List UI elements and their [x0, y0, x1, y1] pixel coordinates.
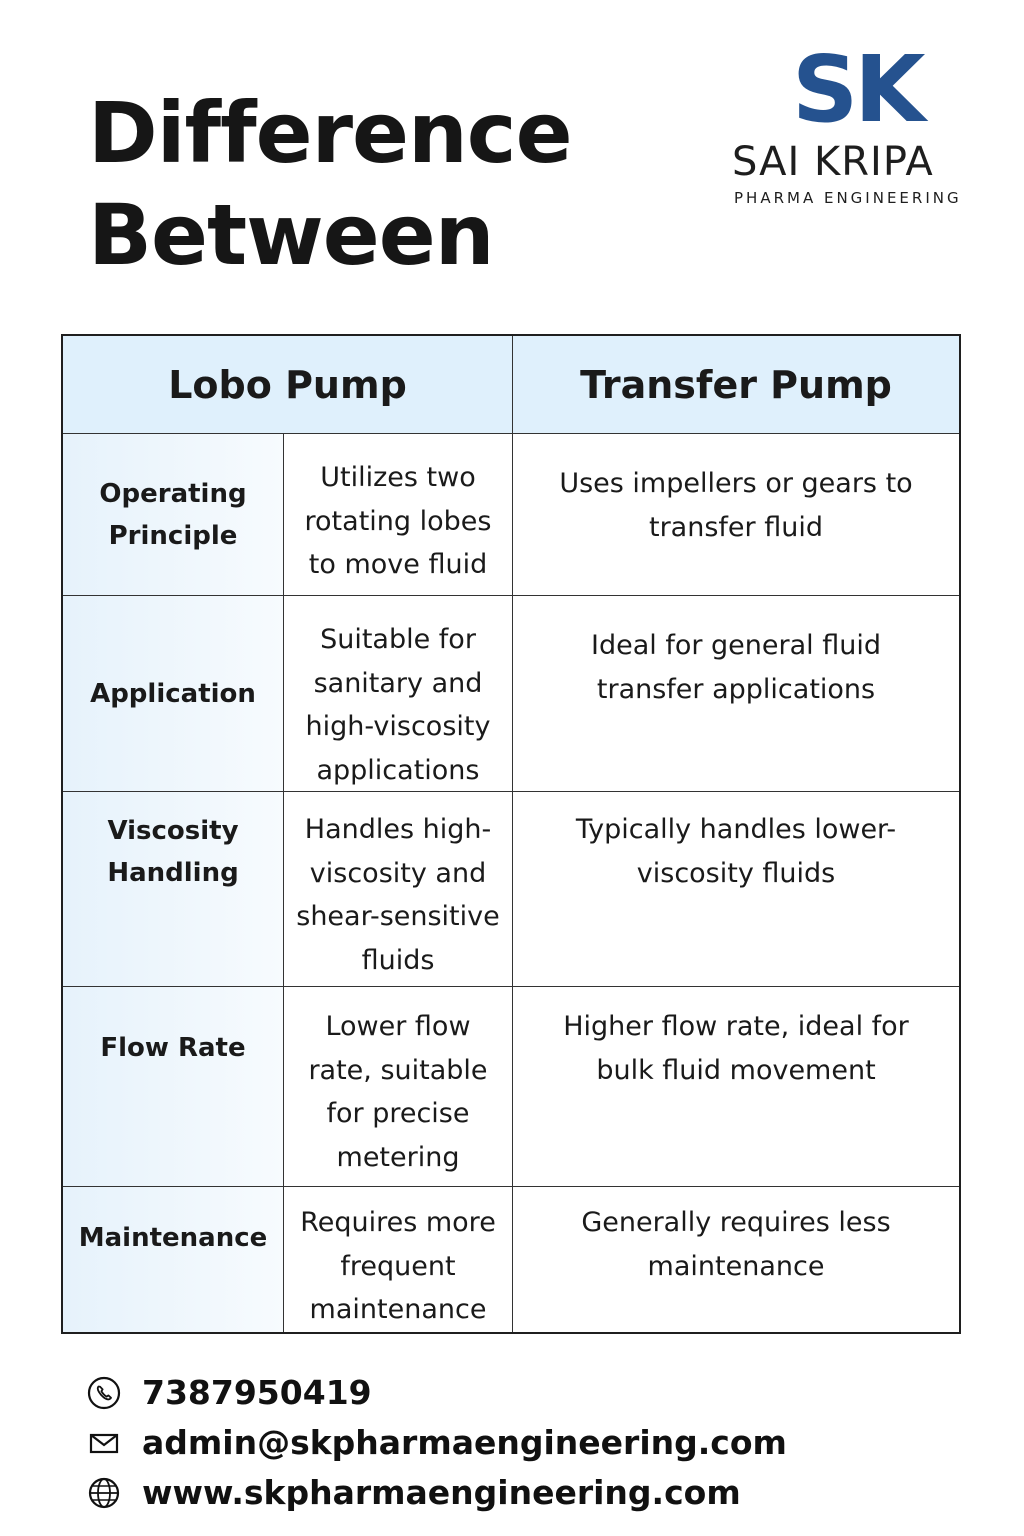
- lobo-viscosity-handling: Handles high-viscosity and shear-sensitive fluids: [284, 792, 513, 987]
- transfer-maintenance: Generally requires less maintenance: [581, 1207, 891, 1282]
- logo-mark: SK: [792, 36, 922, 143]
- contact-email[interactable]: admin@skpharmaengineering.com: [142, 1423, 787, 1462]
- transfer-viscosity-handling: Typically handles lower-viscosity fluids: [513, 792, 959, 987]
- comparison-table: [61, 334, 961, 1334]
- contact-email-row: [86, 1418, 986, 1468]
- contact-phone[interactable]: 7387950419: [142, 1373, 372, 1412]
- contact-website[interactable]: www.skpharmaengineering.com: [142, 1473, 741, 1512]
- header-lobo-pump: Lobo Pump: [63, 336, 513, 434]
- lobo-flow-rate: Lower flow rate, suitable for precise metering: [284, 987, 513, 1187]
- transfer-flow-rate: Higher flow rate, ideal for bulk fluid movement: [513, 987, 959, 1187]
- logo-company-name: SAI KRIPA: [732, 139, 934, 185]
- mail-icon: [86, 1425, 122, 1461]
- contact-website-row: [86, 1468, 986, 1518]
- lobo-maintenance: Requires more frequent maintenance: [284, 1187, 513, 1332]
- title-line-2: Between: [88, 186, 494, 284]
- row-label-viscosity-handling: Viscosity Handling: [63, 792, 284, 987]
- transfer-operating-principle: Uses impellers or gears to transfer fluid: [513, 434, 959, 596]
- contact-phone-row: [86, 1368, 986, 1418]
- row-label-flow-rate: Flow Rate: [63, 987, 284, 1187]
- phone-icon: [86, 1375, 122, 1411]
- header-transfer-pump: Transfer Pump: [513, 336, 959, 434]
- row-label-maintenance: Maintenance: [63, 1187, 284, 1332]
- logo-subtitle: PHARMA ENGINEERING: [734, 189, 962, 207]
- title-line-1: Difference: [88, 84, 572, 182]
- page-title: [88, 82, 648, 286]
- row-label-application: Application: [63, 596, 284, 792]
- row-label-operating-principle: Operating Principle: [63, 434, 284, 596]
- lobo-application: Suitable for sanitary and high-viscosity applications: [284, 596, 513, 792]
- contact-info: [86, 1368, 986, 1518]
- lobo-operating-principle: Utilizes two rotating lobes to move fluid: [284, 434, 513, 596]
- globe-icon: [86, 1475, 122, 1511]
- company-logo: [728, 36, 998, 220]
- transfer-application: Ideal for general fluid transfer applications: [513, 596, 959, 792]
